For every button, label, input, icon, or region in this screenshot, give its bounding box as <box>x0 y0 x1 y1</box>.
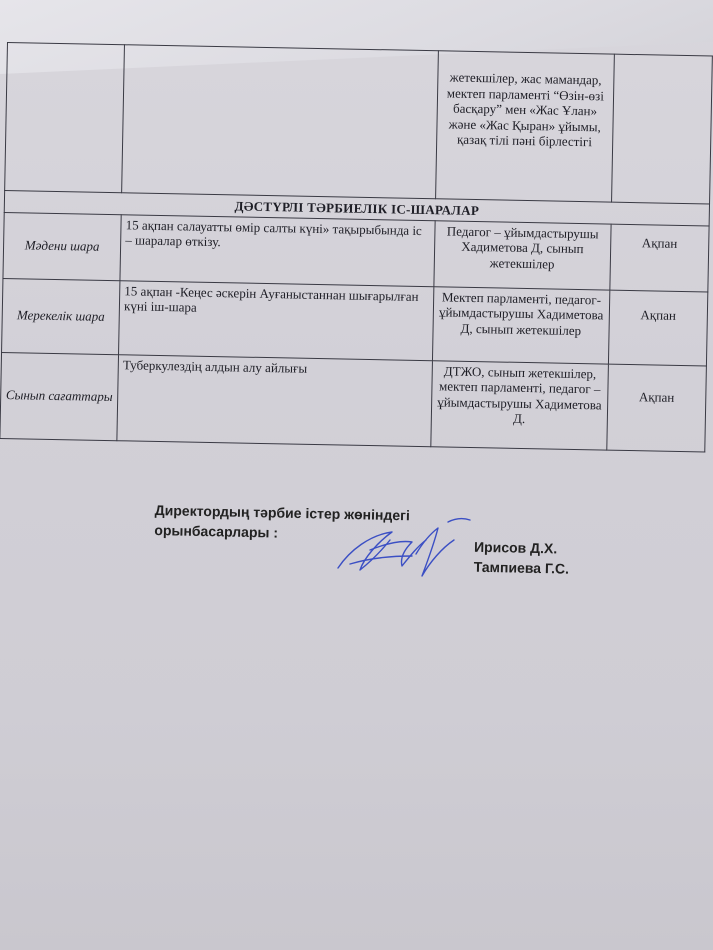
cell-month: Ақпан <box>610 224 710 292</box>
signature-stroke <box>416 528 454 576</box>
cell-category: Мәдени шара <box>3 212 121 280</box>
cell-category: Мерекелік шара <box>2 278 121 354</box>
cell-month: Ақпан <box>608 290 708 366</box>
signature-title-line1: Директордың тәрбие істер жөніндегі <box>154 501 411 524</box>
cell-event: Туберкулездің алдын алу айлығы <box>117 354 432 446</box>
cell-organizers: Мектеп парламенті, педагог- ұйымдастырушы Хадиметова Д, сынып жетекшілер <box>432 286 609 363</box>
cell-event: 15 ақпан -Кеңес әскерін Ауғаныстаннан шығарылған күні іш-шара <box>119 280 434 360</box>
signatory-names <box>473 537 569 579</box>
signatory-name-2: Тампиева Г.С. <box>473 558 570 577</box>
section-title: ДӘСТҮРЛІ ТӘРБИЕЛІК ІС-ШАРАЛАР <box>4 190 709 225</box>
events-table <box>0 42 713 452</box>
handwritten-signature <box>330 510 480 590</box>
signature-stroke <box>338 532 392 570</box>
signature-stroke <box>448 519 470 522</box>
cell-month: Ақпан <box>606 364 706 452</box>
cell-category: Сынып сағаттары <box>0 352 119 440</box>
cell-organizers: ДТЖО, сынып жетекшілер, мектеп парламенті, педагог –ұйымдастырушы Хадиметова Д. <box>431 360 608 449</box>
cell-empty <box>5 43 125 193</box>
events-table-wrapper <box>0 42 713 452</box>
cell-organizers: жетекшілер, жас мамандар, мектеп парламенті “Өзін-өзі басқару” мен «Жас Ұлан» және «Жас Қыран» ұйымы, қазақ тілі пәні бірлестігі <box>436 51 615 202</box>
cell-event: 15 ақпан салауатты өмір салты күні» тақырыбында іс – шаралар өткізу. <box>120 214 435 286</box>
cell-empty <box>611 54 712 204</box>
table-row-continued <box>5 43 713 205</box>
table-row <box>2 278 708 366</box>
cell-organizers: Педагог – ұйымдастырушы Хадиметова Д, сынып жетекшілер <box>434 220 611 289</box>
cell-empty <box>122 45 439 199</box>
table-row <box>0 352 706 452</box>
signature-title-line2: орынбасарлары : <box>154 521 279 541</box>
signatory-name-1: Ирисов Д.Х. <box>473 538 558 557</box>
